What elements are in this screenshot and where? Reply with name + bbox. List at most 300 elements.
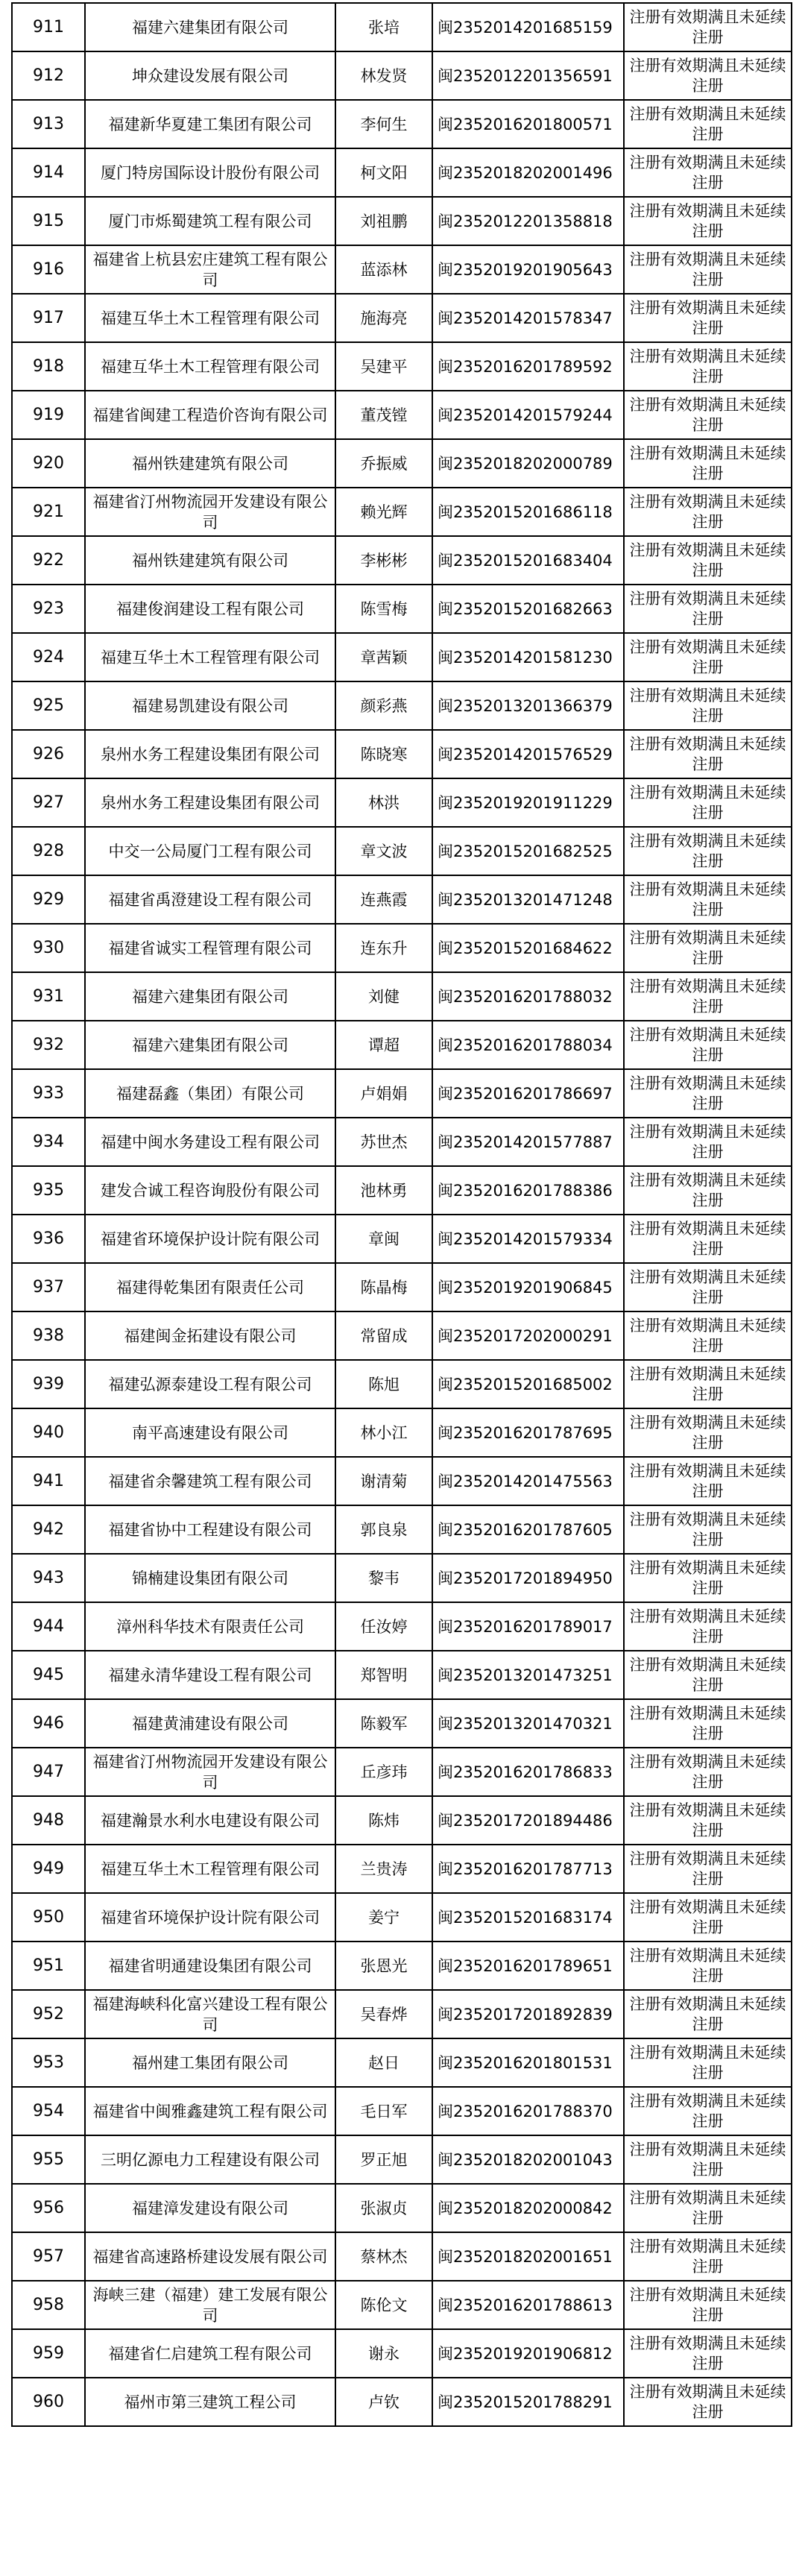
person-name-cell: 林小江 — [335, 1408, 432, 1457]
person-name-cell: 陈晶梅 — [335, 1263, 432, 1311]
license-number-cell: 闽2352018202001496 — [432, 148, 624, 197]
row-number-cell: 956 — [12, 2184, 85, 2232]
status-cell: 注册有效期满且未延续注册 — [624, 1263, 792, 1311]
person-name-cell: 丘彦玮 — [335, 1748, 432, 1796]
status-cell: 注册有效期满且未延续注册 — [624, 1942, 792, 1990]
status-cell: 注册有效期满且未延续注册 — [624, 972, 792, 1021]
status-cell: 注册有效期满且未延续注册 — [624, 1118, 792, 1166]
status-cell: 注册有效期满且未延续注册 — [624, 197, 792, 245]
row-number-cell: 932 — [12, 1021, 85, 1069]
table-row — [12, 2281, 792, 2329]
status-cell: 注册有效期满且未延续注册 — [624, 1554, 792, 1602]
table-row — [12, 148, 792, 197]
license-number-cell: 闽2352015201682663 — [432, 585, 624, 633]
license-number-cell: 闽2352017201894950 — [432, 1554, 624, 1602]
row-number-cell: 933 — [12, 1069, 85, 1118]
status-cell: 注册有效期满且未延续注册 — [624, 2232, 792, 2281]
status-cell: 注册有效期满且未延续注册 — [624, 439, 792, 488]
status-cell: 注册有效期满且未延续注册 — [624, 924, 792, 972]
row-number-cell: 937 — [12, 1263, 85, 1311]
status-cell: 注册有效期满且未延续注册 — [624, 2281, 792, 2329]
company-cell: 福建省协中工程建设有限公司 — [85, 1505, 335, 1554]
table-row — [12, 1118, 792, 1166]
license-number-cell: 闽2352014201579334 — [432, 1215, 624, 1263]
row-number-cell: 960 — [12, 2378, 85, 2426]
license-number-cell: 闽2352015201686118 — [432, 488, 624, 536]
status-cell: 注册有效期满且未延续注册 — [624, 1069, 792, 1118]
status-cell: 注册有效期满且未延续注册 — [624, 1748, 792, 1796]
person-name-cell: 黎韦 — [335, 1554, 432, 1602]
registry-table-body — [12, 3, 792, 2426]
row-number-cell: 939 — [12, 1360, 85, 1408]
table-row — [12, 827, 792, 875]
company-cell: 福建省汀州物流园开发建设有限公司 — [85, 1748, 335, 1796]
license-number-cell: 闽2352012201358818 — [432, 197, 624, 245]
table-row — [12, 1505, 792, 1554]
person-name-cell: 谢永 — [335, 2329, 432, 2378]
person-name-cell: 陈晓寒 — [335, 730, 432, 778]
license-number-cell: 闽2352019201906845 — [432, 1263, 624, 1311]
company-cell: 福建互华土木工程管理有限公司 — [85, 1845, 335, 1893]
registry-table — [11, 2, 792, 2427]
license-number-cell: 闽2352014201579244 — [432, 391, 624, 439]
status-cell: 注册有效期满且未延续注册 — [624, 585, 792, 633]
company-cell: 福建省环境保护设计院有限公司 — [85, 1215, 335, 1263]
table-row — [12, 197, 792, 245]
company-cell: 福建磊鑫（集团）有限公司 — [85, 1069, 335, 1118]
person-name-cell: 连东升 — [335, 924, 432, 972]
table-row — [12, 1845, 792, 1893]
table-row — [12, 778, 792, 827]
person-name-cell: 连燕霞 — [335, 875, 432, 924]
company-cell: 福建省仁启建筑工程有限公司 — [85, 2329, 335, 2378]
status-cell: 注册有效期满且未延续注册 — [624, 1796, 792, 1845]
license-number-cell: 闽2352019201905643 — [432, 245, 624, 294]
row-number-cell: 913 — [12, 100, 85, 148]
status-cell: 注册有效期满且未延续注册 — [624, 1021, 792, 1069]
company-cell: 福建互华土木工程管理有限公司 — [85, 294, 335, 342]
person-name-cell: 兰贵涛 — [335, 1845, 432, 1893]
company-cell: 福州铁建建筑有限公司 — [85, 536, 335, 585]
table-row — [12, 924, 792, 972]
company-cell: 海峡三建（福建）建工发展有限公司 — [85, 2281, 335, 2329]
table-row — [12, 100, 792, 148]
person-name-cell: 郭良泉 — [335, 1505, 432, 1554]
table-row — [12, 1408, 792, 1457]
row-number-cell: 923 — [12, 585, 85, 633]
table-row — [12, 2038, 792, 2087]
status-cell: 注册有效期满且未延续注册 — [624, 2135, 792, 2184]
license-number-cell: 闽2352016201786697 — [432, 1069, 624, 1118]
license-number-cell: 闽2352014201475563 — [432, 1457, 624, 1505]
company-cell: 中交一公局厦门工程有限公司 — [85, 827, 335, 875]
row-number-cell: 943 — [12, 1554, 85, 1602]
person-name-cell: 蓝添林 — [335, 245, 432, 294]
table-row — [12, 391, 792, 439]
table-row — [12, 439, 792, 488]
person-name-cell: 谭超 — [335, 1021, 432, 1069]
license-number-cell: 闽2352014201578347 — [432, 294, 624, 342]
table-row — [12, 2087, 792, 2135]
company-cell: 南平高速建设有限公司 — [85, 1408, 335, 1457]
status-cell: 注册有效期满且未延续注册 — [624, 633, 792, 681]
table-row — [12, 1748, 792, 1796]
row-number-cell: 940 — [12, 1408, 85, 1457]
license-number-cell: 闽2352018202000842 — [432, 2184, 624, 2232]
row-number-cell: 942 — [12, 1505, 85, 1554]
table-row — [12, 342, 792, 391]
license-number-cell: 闽2352015201683174 — [432, 1893, 624, 1942]
person-name-cell: 张恩光 — [335, 1942, 432, 1990]
status-cell: 注册有效期满且未延续注册 — [624, 778, 792, 827]
company-cell: 福建省环境保护设计院有限公司 — [85, 1893, 335, 1942]
status-cell: 注册有效期满且未延续注册 — [624, 1845, 792, 1893]
row-number-cell: 916 — [12, 245, 85, 294]
table-row — [12, 1166, 792, 1215]
license-number-cell: 闽2352013201366379 — [432, 681, 624, 730]
status-cell: 注册有效期满且未延续注册 — [624, 2329, 792, 2378]
license-number-cell: 闽2352016201789017 — [432, 1602, 624, 1651]
company-cell: 福州建工集团有限公司 — [85, 2038, 335, 2087]
license-number-cell: 闽2352016201786833 — [432, 1748, 624, 1796]
status-cell: 注册有效期满且未延续注册 — [624, 488, 792, 536]
company-cell: 福建省闽建工程造价咨询有限公司 — [85, 391, 335, 439]
table-row — [12, 1893, 792, 1942]
table-row — [12, 1360, 792, 1408]
license-number-cell: 闽2352016201788386 — [432, 1166, 624, 1215]
status-cell: 注册有效期满且未延续注册 — [624, 827, 792, 875]
person-name-cell: 陈雪梅 — [335, 585, 432, 633]
table-row — [12, 3, 792, 51]
row-number-cell: 959 — [12, 2329, 85, 2378]
status-cell: 注册有效期满且未延续注册 — [624, 1505, 792, 1554]
company-cell: 福建得乾集团有限责任公司 — [85, 1263, 335, 1311]
status-cell: 注册有效期满且未延续注册 — [624, 1360, 792, 1408]
company-cell: 福建省上杭县宏庄建筑工程有限公司 — [85, 245, 335, 294]
table-row — [12, 2378, 792, 2426]
license-number-cell: 闽2352016201788032 — [432, 972, 624, 1021]
row-number-cell: 952 — [12, 1990, 85, 2038]
company-cell: 福建新华夏建工集团有限公司 — [85, 100, 335, 148]
table-row — [12, 633, 792, 681]
row-number-cell: 926 — [12, 730, 85, 778]
table-row — [12, 1069, 792, 1118]
person-name-cell: 李彬彬 — [335, 536, 432, 585]
table-row — [12, 1651, 792, 1699]
license-number-cell: 闽2352016201788034 — [432, 1021, 624, 1069]
status-cell: 注册有效期满且未延续注册 — [624, 1311, 792, 1360]
license-number-cell: 闽2352016201787695 — [432, 1408, 624, 1457]
person-name-cell: 陈旭 — [335, 1360, 432, 1408]
person-name-cell: 章闽 — [335, 1215, 432, 1263]
row-number-cell: 938 — [12, 1311, 85, 1360]
table-row — [12, 1699, 792, 1748]
license-number-cell: 闽2352014201685159 — [432, 3, 624, 51]
table-row — [12, 1942, 792, 1990]
status-cell: 注册有效期满且未延续注册 — [624, 51, 792, 100]
table-row — [12, 2135, 792, 2184]
row-number-cell: 936 — [12, 1215, 85, 1263]
status-cell: 注册有效期满且未延续注册 — [624, 2378, 792, 2426]
person-name-cell: 张淑贞 — [335, 2184, 432, 2232]
company-cell: 坤众建设发展有限公司 — [85, 51, 335, 100]
company-cell: 福建省汀州物流园开发建设有限公司 — [85, 488, 335, 536]
table-row — [12, 730, 792, 778]
license-number-cell: 闽2352013201470321 — [432, 1699, 624, 1748]
row-number-cell: 954 — [12, 2087, 85, 2135]
status-cell: 注册有效期满且未延续注册 — [624, 1602, 792, 1651]
table-row — [12, 1602, 792, 1651]
license-number-cell: 闽2352016201801531 — [432, 2038, 624, 2087]
license-number-cell: 闽2352016201788613 — [432, 2281, 624, 2329]
person-name-cell: 赖光辉 — [335, 488, 432, 536]
company-cell: 泉州水务工程建设集团有限公司 — [85, 730, 335, 778]
table-row — [12, 1021, 792, 1069]
person-name-cell: 陈毅军 — [335, 1699, 432, 1748]
status-cell: 注册有效期满且未延续注册 — [624, 1699, 792, 1748]
row-number-cell: 953 — [12, 2038, 85, 2087]
status-cell: 注册有效期满且未延续注册 — [624, 100, 792, 148]
license-number-cell: 闽2352013201473251 — [432, 1651, 624, 1699]
table-row — [12, 51, 792, 100]
row-number-cell: 927 — [12, 778, 85, 827]
company-cell: 厦门特房国际设计股份有限公司 — [85, 148, 335, 197]
license-number-cell: 闽2352018202000789 — [432, 439, 624, 488]
status-cell: 注册有效期满且未延续注册 — [624, 1457, 792, 1505]
person-name-cell: 池林勇 — [335, 1166, 432, 1215]
company-cell: 福建瀚景水利水电建设有限公司 — [85, 1796, 335, 1845]
company-cell: 福建海峡科化富兴建设工程有限公司 — [85, 1990, 335, 2038]
row-number-cell: 925 — [12, 681, 85, 730]
row-number-cell: 955 — [12, 2135, 85, 2184]
row-number-cell: 948 — [12, 1796, 85, 1845]
status-cell: 注册有效期满且未延续注册 — [624, 2184, 792, 2232]
table-row — [12, 536, 792, 585]
company-cell: 福州铁建建筑有限公司 — [85, 439, 335, 488]
company-cell: 福建弘源泰建设工程有限公司 — [85, 1360, 335, 1408]
row-number-cell: 958 — [12, 2281, 85, 2329]
license-number-cell: 闽2352016201787713 — [432, 1845, 624, 1893]
person-name-cell: 苏世杰 — [335, 1118, 432, 1166]
row-number-cell: 917 — [12, 294, 85, 342]
row-number-cell: 935 — [12, 1166, 85, 1215]
table-row — [12, 1990, 792, 2038]
status-cell: 注册有效期满且未延续注册 — [624, 294, 792, 342]
person-name-cell: 颜彩燕 — [335, 681, 432, 730]
company-cell: 福州市第三建筑工程公司 — [85, 2378, 335, 2426]
row-number-cell: 911 — [12, 3, 85, 51]
person-name-cell: 罗正旭 — [335, 2135, 432, 2184]
company-cell: 福建省余馨建筑工程有限公司 — [85, 1457, 335, 1505]
status-cell: 注册有效期满且未延续注册 — [624, 1408, 792, 1457]
row-number-cell: 920 — [12, 439, 85, 488]
license-number-cell: 闽2352014201576529 — [432, 730, 624, 778]
company-cell: 三明亿源电力工程建设有限公司 — [85, 2135, 335, 2184]
table-row — [12, 681, 792, 730]
person-name-cell: 卢娟娟 — [335, 1069, 432, 1118]
table-row — [12, 1554, 792, 1602]
status-cell: 注册有效期满且未延续注册 — [624, 342, 792, 391]
table-row — [12, 2184, 792, 2232]
table-row — [12, 1263, 792, 1311]
person-name-cell: 章文波 — [335, 827, 432, 875]
company-cell: 厦门市烁蜀建筑工程有限公司 — [85, 197, 335, 245]
status-cell: 注册有效期满且未延续注册 — [624, 1893, 792, 1942]
row-number-cell: 944 — [12, 1602, 85, 1651]
registry-table-container — [11, 2, 791, 2427]
table-row — [12, 972, 792, 1021]
row-number-cell: 930 — [12, 924, 85, 972]
person-name-cell: 卢钦 — [335, 2378, 432, 2426]
person-name-cell: 毛日军 — [335, 2087, 432, 2135]
person-name-cell: 赵日 — [335, 2038, 432, 2087]
person-name-cell: 谢清菊 — [335, 1457, 432, 1505]
row-number-cell: 951 — [12, 1942, 85, 1990]
table-row — [12, 2232, 792, 2281]
license-number-cell: 闽2352016201788370 — [432, 2087, 624, 2135]
row-number-cell: 921 — [12, 488, 85, 536]
license-number-cell: 闽2352019201906812 — [432, 2329, 624, 2378]
status-cell: 注册有效期满且未延续注册 — [624, 2038, 792, 2087]
license-number-cell: 闽2352017202000291 — [432, 1311, 624, 1360]
table-row — [12, 585, 792, 633]
status-cell: 注册有效期满且未延续注册 — [624, 681, 792, 730]
table-row — [12, 294, 792, 342]
company-cell: 福建六建集团有限公司 — [85, 972, 335, 1021]
company-cell: 福建六建集团有限公司 — [85, 1021, 335, 1069]
table-row — [12, 245, 792, 294]
person-name-cell: 董茂镗 — [335, 391, 432, 439]
license-number-cell: 闽2352015201684622 — [432, 924, 624, 972]
company-cell: 锦楠建设集团有限公司 — [85, 1554, 335, 1602]
company-cell: 福建闽金拓建设有限公司 — [85, 1311, 335, 1360]
person-name-cell: 施海亮 — [335, 294, 432, 342]
company-cell: 福建省中闽雅鑫建筑工程有限公司 — [85, 2087, 335, 2135]
company-cell: 福建黄浦建设有限公司 — [85, 1699, 335, 1748]
license-number-cell: 闽2352012201356591 — [432, 51, 624, 100]
license-number-cell: 闽2352015201683404 — [432, 536, 624, 585]
status-cell: 注册有效期满且未延续注册 — [624, 391, 792, 439]
table-row — [12, 1796, 792, 1845]
table-row — [12, 1311, 792, 1360]
license-number-cell: 闽2352016201787605 — [432, 1505, 624, 1554]
row-number-cell: 946 — [12, 1699, 85, 1748]
company-cell: 福建俊润建设工程有限公司 — [85, 585, 335, 633]
status-cell: 注册有效期满且未延续注册 — [624, 3, 792, 51]
status-cell: 注册有效期满且未延续注册 — [624, 2087, 792, 2135]
person-name-cell: 刘健 — [335, 972, 432, 1021]
person-name-cell: 刘祖鹏 — [335, 197, 432, 245]
person-name-cell: 乔振威 — [335, 439, 432, 488]
company-cell: 泉州水务工程建设集团有限公司 — [85, 778, 335, 827]
license-number-cell: 闽2352016201789592 — [432, 342, 624, 391]
status-cell: 注册有效期满且未延续注册 — [624, 148, 792, 197]
company-cell: 建发合诚工程咨询股份有限公司 — [85, 1166, 335, 1215]
row-number-cell: 919 — [12, 391, 85, 439]
license-number-cell: 闽2352018202001651 — [432, 2232, 624, 2281]
status-cell: 注册有效期满且未延续注册 — [624, 730, 792, 778]
row-number-cell: 941 — [12, 1457, 85, 1505]
person-name-cell: 章茜颖 — [335, 633, 432, 681]
row-number-cell: 945 — [12, 1651, 85, 1699]
person-name-cell: 陈伦文 — [335, 2281, 432, 2329]
row-number-cell: 947 — [12, 1748, 85, 1796]
status-cell: 注册有效期满且未延续注册 — [624, 1990, 792, 2038]
license-number-cell: 闽2352015201682525 — [432, 827, 624, 875]
company-cell: 福建易凯建设有限公司 — [85, 681, 335, 730]
row-number-cell: 949 — [12, 1845, 85, 1893]
row-number-cell: 934 — [12, 1118, 85, 1166]
company-cell: 福建六建集团有限公司 — [85, 3, 335, 51]
license-number-cell: 闽2352015201788291 — [432, 2378, 624, 2426]
company-cell: 福建省明通建设集团有限公司 — [85, 1942, 335, 1990]
status-cell: 注册有效期满且未延续注册 — [624, 875, 792, 924]
license-number-cell: 闽2352016201789651 — [432, 1942, 624, 1990]
company-cell: 福建省诚实工程管理有限公司 — [85, 924, 335, 972]
license-number-cell: 闽2352019201911229 — [432, 778, 624, 827]
company-cell: 福建省高速路桥建设发展有限公司 — [85, 2232, 335, 2281]
row-number-cell: 928 — [12, 827, 85, 875]
status-cell: 注册有效期满且未延续注册 — [624, 1215, 792, 1263]
person-name-cell: 姜宁 — [335, 1893, 432, 1942]
person-name-cell: 李何生 — [335, 100, 432, 148]
person-name-cell: 林发贤 — [335, 51, 432, 100]
license-number-cell: 闽2352016201800571 — [432, 100, 624, 148]
license-number-cell: 闽2352014201581230 — [432, 633, 624, 681]
license-number-cell: 闽2352017201894486 — [432, 1796, 624, 1845]
row-number-cell: 957 — [12, 2232, 85, 2281]
table-row — [12, 488, 792, 536]
company-cell: 福建永清华建设工程有限公司 — [85, 1651, 335, 1699]
person-name-cell: 张培 — [335, 3, 432, 51]
row-number-cell: 914 — [12, 148, 85, 197]
row-number-cell: 931 — [12, 972, 85, 1021]
license-number-cell: 闽2352014201577887 — [432, 1118, 624, 1166]
row-number-cell: 924 — [12, 633, 85, 681]
company-cell: 福建互华土木工程管理有限公司 — [85, 633, 335, 681]
row-number-cell: 918 — [12, 342, 85, 391]
table-row — [12, 1457, 792, 1505]
row-number-cell: 912 — [12, 51, 85, 100]
status-cell: 注册有效期满且未延续注册 — [624, 1651, 792, 1699]
person-name-cell: 柯文阳 — [335, 148, 432, 197]
status-cell: 注册有效期满且未延续注册 — [624, 1166, 792, 1215]
table-row — [12, 2329, 792, 2378]
license-number-cell: 闽2352013201471248 — [432, 875, 624, 924]
company-cell: 漳州科华技术有限责任公司 — [85, 1602, 335, 1651]
company-cell: 福建互华土木工程管理有限公司 — [85, 342, 335, 391]
row-number-cell: 922 — [12, 536, 85, 585]
person-name-cell: 吴建平 — [335, 342, 432, 391]
table-row — [12, 875, 792, 924]
company-cell: 福建漳发建设有限公司 — [85, 2184, 335, 2232]
person-name-cell: 吴春烨 — [335, 1990, 432, 2038]
person-name-cell: 常留成 — [335, 1311, 432, 1360]
person-name-cell: 任汝婷 — [335, 1602, 432, 1651]
person-name-cell: 蔡林杰 — [335, 2232, 432, 2281]
row-number-cell: 929 — [12, 875, 85, 924]
row-number-cell: 950 — [12, 1893, 85, 1942]
company-cell: 福建中闽水务建设工程有限公司 — [85, 1118, 335, 1166]
person-name-cell: 陈炜 — [335, 1796, 432, 1845]
company-cell: 福建省禹澄建设工程有限公司 — [85, 875, 335, 924]
table-row — [12, 1215, 792, 1263]
license-number-cell: 闽2352017201892839 — [432, 1990, 624, 2038]
status-cell: 注册有效期满且未延续注册 — [624, 536, 792, 585]
license-number-cell: 闽2352018202001043 — [432, 2135, 624, 2184]
person-name-cell: 林洪 — [335, 778, 432, 827]
person-name-cell: 郑智明 — [335, 1651, 432, 1699]
